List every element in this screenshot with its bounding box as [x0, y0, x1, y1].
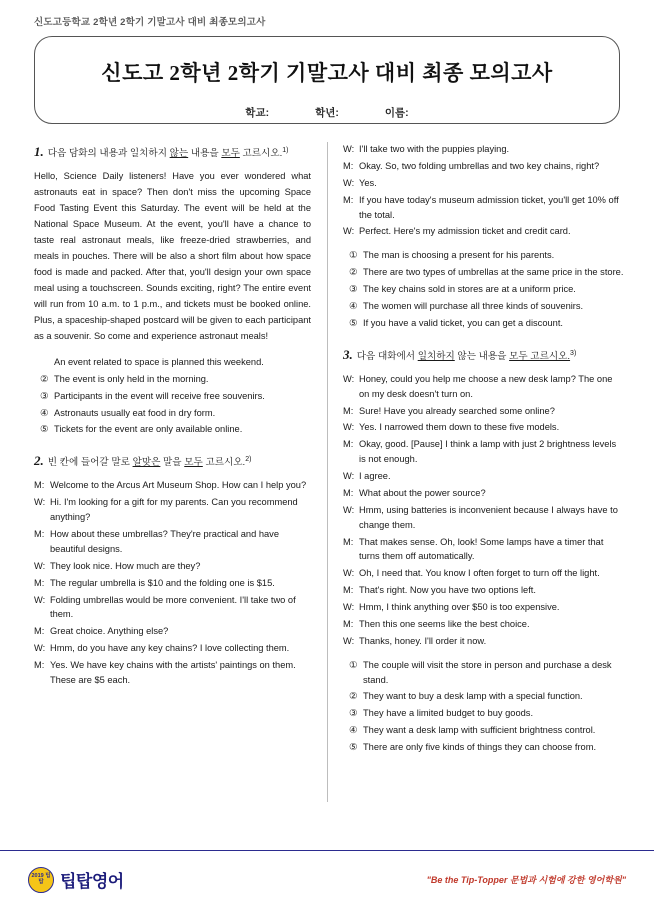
speaker-label: W:	[34, 560, 46, 571]
choice-number: ②	[349, 691, 358, 702]
question-1-passage: Hello, Science Daily listeners! Have you ever wondered what astronauts eat in space? Then don't miss the upcoming Space Food Tasting Event this Saturday. The event will be held at the National Space Museum. At the event, you'll have a chance to taste real astronaut meals, like freeze-dried strawberries, and meals in pouches. There will be also a short film about how space food is made and packed. After that, you'll design your own space meal using a touchscreen. Sounds exciting, right? The entire event will run from 10 a.m. to 1 p.m., and tickets must be booked online. Plus, a spaceship-shaped postcard will be given to each participant as a souvenir. So come and experience astronaut meals!	[34, 171, 311, 341]
q1-prompt-u2: 모두	[221, 148, 240, 159]
dialog-text: That makes sense. Oh, look! Some lamps have a timer that turns them off automatically.	[359, 536, 604, 562]
choice-text: The event is only held in the morning.	[54, 373, 209, 384]
q1-prompt-u1: 않는	[169, 148, 189, 159]
question-2-dialog	[34, 478, 311, 687]
field-school: 학교:	[245, 107, 270, 119]
speaker-label: M:	[343, 536, 354, 547]
speaker-label: M:	[343, 439, 354, 450]
speaker-label: W:	[343, 635, 355, 646]
question-3-choices	[343, 658, 624, 755]
choice-number: ②	[349, 267, 358, 278]
q2-prompt-mid: 말을	[160, 457, 185, 469]
choice-text: An event related to space is planned this weekend.	[54, 356, 264, 367]
choice-text: Astronauts usually eat food in dry form.	[54, 407, 216, 418]
speaker-label: M:	[343, 194, 354, 205]
question-2-prompt	[34, 451, 311, 471]
dialog-text: I agree.	[359, 471, 391, 482]
column-divider	[327, 142, 328, 802]
speaker-label: W:	[343, 471, 355, 482]
q3-prompt-mid: 않는 내용을	[454, 350, 510, 362]
choice-text: The man is choosing a present for his parents.	[363, 250, 555, 261]
dialog-text: They look nice. How much are they?	[50, 560, 201, 571]
dialog-text: Honey, could you help me choose a new desk lamp? The one on my desk doesn't turn on.	[359, 373, 613, 399]
question-3-dialog	[343, 372, 624, 649]
list-item[interactable]	[343, 265, 624, 280]
dialog-text: Sure! Have you already searched some online?	[359, 405, 555, 416]
speaker-label: W:	[343, 602, 355, 613]
dialog-line	[343, 469, 624, 484]
speaker-label: M:	[343, 487, 354, 498]
choice-number: ①	[349, 250, 358, 261]
list-item[interactable]	[343, 723, 624, 738]
dialog-line	[343, 583, 624, 598]
choice-number: ④	[40, 407, 49, 418]
dialog-line	[343, 404, 624, 419]
academy-logo	[28, 867, 124, 893]
choice-text: The couple will visit the store in person and purchase a desk stand.	[363, 659, 612, 685]
dialog-text: The regular umbrella is $10 and the folding one is $15.	[50, 577, 275, 588]
speaker-label: W:	[343, 373, 355, 384]
q1-prompt-mid: 내용을	[188, 148, 222, 159]
q3-prompt-u2: 모두 고르시오.	[509, 350, 571, 362]
choice-number: ⑤	[349, 317, 358, 328]
dialog-line	[34, 658, 311, 688]
left-column	[18, 142, 327, 802]
field-name: 이름:	[384, 107, 409, 119]
dialog-line	[343, 224, 624, 239]
speaker-label: M:	[34, 626, 45, 637]
dialog-text: Perfect. Here's my admission ticket and credit card.	[359, 226, 571, 237]
dialog-line	[343, 176, 624, 191]
field-grade: 학년:	[315, 107, 339, 119]
dialog-line	[34, 576, 311, 591]
question-1-prompt	[34, 142, 311, 162]
dialog-text: Yes. I narrowed them down to these five models.	[359, 422, 560, 433]
q2-prompt-u1: 알맞은	[132, 457, 161, 469]
speaker-label: W:	[34, 497, 46, 508]
dialog-line	[343, 142, 624, 157]
list-item[interactable]	[343, 740, 624, 755]
footer-slogan: "Be the Tip-Topper 문법과 시험에 강한 영어학원"	[426, 875, 626, 885]
list-item[interactable]	[34, 355, 311, 370]
page-title: 신도고 2학년 2학기 기말고사 대비 최종 모의고사	[101, 61, 553, 85]
speaker-label: W:	[343, 422, 355, 433]
q2-prompt-pre: 빈 칸에 들어갈 말로	[47, 457, 133, 469]
speaker-label: M:	[343, 618, 354, 629]
dialog-text: Yes.	[359, 177, 377, 188]
dialog-text: That's right. Now you have two options left.	[359, 585, 536, 596]
choice-text: There are only five kinds of things they can choose from.	[363, 742, 597, 753]
dialog-text: If you have today's museum admission ticket, you'll get 10% off the total.	[359, 194, 619, 220]
speaker-label: M:	[34, 480, 45, 491]
speaker-label: W:	[343, 226, 355, 237]
q1-prompt-post: 고르시오.	[239, 148, 283, 159]
choice-number: ②	[40, 373, 49, 384]
dialog-line	[34, 593, 311, 623]
dialog-line	[343, 420, 624, 435]
dialog-line	[343, 535, 624, 565]
list-item[interactable]	[34, 406, 311, 421]
dialog-line	[343, 193, 624, 223]
speaker-label: M:	[343, 405, 354, 416]
speaker-label: M:	[34, 577, 45, 588]
speaker-label: W:	[343, 568, 355, 579]
choice-number: ①	[349, 659, 358, 670]
question-1-choices	[34, 355, 311, 437]
question-3-number: 3.	[343, 346, 353, 362]
speaker-label: W:	[343, 144, 355, 154]
dialog-line	[34, 495, 311, 525]
q1-footnote: 1)	[282, 146, 289, 154]
list-item[interactable]	[34, 372, 311, 387]
dialog-text: Okay, good. [Pause] I think a lamp with just 2 brightness levels is not enough.	[359, 439, 617, 465]
logo-text: 팁탑영어	[60, 872, 124, 891]
dialog-text: I'll take two with the puppies playing.	[359, 144, 510, 154]
speaker-label: M:	[34, 529, 45, 540]
dialog-text: Okay. So, two folding umbrellas and two key chains, right?	[359, 160, 600, 171]
question-1-number: 1.	[34, 144, 44, 159]
dialog-text: Oh, I need that. You know I often forget to turn off the light.	[359, 568, 600, 579]
dialog-text: Hmm, do you have any key chains? I love collecting them.	[50, 643, 290, 654]
dialog-text: Hmm, I think anything over $50 is too expensive.	[359, 602, 560, 613]
dialog-line	[343, 159, 624, 174]
list-item[interactable]	[343, 316, 624, 331]
question-3-prompt	[343, 345, 624, 365]
choice-number: ④	[349, 300, 358, 311]
dialog-text: Then this one seems like the best choice.	[359, 618, 530, 629]
q2-prompt-u2: 모두	[184, 457, 203, 469]
choice-number: ⑤	[349, 742, 358, 753]
right-column	[327, 142, 636, 802]
page-footer	[0, 850, 654, 908]
dialog-line	[343, 437, 624, 467]
list-item[interactable]	[343, 689, 624, 704]
question-2-number: 2.	[34, 453, 44, 469]
dialog-line	[34, 624, 311, 639]
dialog-line	[343, 503, 624, 533]
title-box	[34, 36, 620, 124]
q3-prompt-u1: 일치하지	[417, 350, 455, 362]
dialog-line	[343, 566, 624, 581]
speaker-label: W:	[343, 177, 355, 188]
choice-text: They want a desk lamp with sufficient brightness control.	[363, 725, 596, 736]
q3-footnote: 3)	[570, 349, 577, 357]
choice-text: Participants in the event will receive free souvenirs.	[54, 390, 265, 401]
choice-number: ③	[40, 390, 49, 401]
choice-text: There are two types of umbrellas at the same price in the store.	[363, 267, 624, 278]
list-item[interactable]	[343, 248, 624, 263]
choice-text: They want to buy a desk lamp with a special function.	[363, 691, 583, 702]
list-item[interactable]	[343, 658, 624, 688]
dialog-text: Welcome to the Arcus Art Museum Shop. How can I help you?	[50, 480, 307, 491]
dialog-text: Hi. I'm looking for a gift for my parents. Can you recommend anything?	[50, 497, 298, 523]
dialog-line	[34, 478, 311, 493]
dialog-line	[343, 617, 624, 632]
speaker-label: M:	[343, 585, 354, 596]
student-fields	[35, 105, 619, 120]
q1-prompt-pre: 다음 담화의 내용과 일치하지	[47, 148, 170, 159]
q3-prompt-pre: 다음 대화에서	[356, 350, 418, 362]
q2-prompt-post: 고르시오.	[202, 457, 246, 469]
list-item[interactable]	[34, 389, 311, 404]
speaker-label: M:	[343, 160, 354, 171]
dialog-line	[343, 372, 624, 402]
choice-text: They have a limited budget to buy goods.	[363, 708, 534, 719]
dialog-text: What about the power source?	[359, 487, 486, 498]
dialog-line	[343, 634, 624, 649]
choice-text: The women will purchase all three kinds of souvenirs.	[363, 300, 584, 311]
choice-text: The key chains sold in stores are at a uniform price.	[363, 284, 576, 294]
dialog-line	[34, 641, 311, 656]
dialog-text: Great choice. Anything else?	[50, 626, 169, 637]
dialog-line	[343, 486, 624, 501]
dialog-text: Hmm, using batteries is inconvenient because I always have to change them.	[359, 504, 618, 530]
speaker-label: W:	[343, 504, 355, 515]
choice-text: Tickets for the event are only available online.	[54, 424, 243, 435]
question-2-dialog-continued	[343, 142, 624, 239]
choice-number: ③	[349, 708, 358, 719]
speaker-label: M:	[34, 660, 45, 671]
dialog-text: Thanks, honey. I'll order it now.	[359, 635, 487, 646]
choice-number: ④	[349, 725, 358, 736]
dialog-line	[34, 527, 311, 557]
q2-footnote: 2)	[245, 456, 252, 464]
seal-icon: 2019 팁탑	[28, 867, 54, 893]
dialog-line	[34, 559, 311, 574]
list-item[interactable]	[343, 299, 624, 314]
choice-number: ③	[349, 284, 358, 294]
header-breadcrumb: 신도고등학교 2학년 2학기 기말고사 대비 최종모의고사	[34, 17, 266, 28]
dialog-text: Yes. We have key chains with the artists' paintings on them. These are $5 each.	[50, 660, 296, 685]
dialog-line	[343, 600, 624, 615]
speaker-label: W:	[34, 643, 46, 654]
speaker-label: W:	[34, 594, 46, 605]
choice-text: If you have a valid ticket, you can get a discount.	[363, 317, 564, 328]
list-item[interactable]	[343, 706, 624, 721]
choice-number: ⑤	[40, 424, 49, 435]
content-columns	[18, 142, 636, 802]
list-item[interactable]	[34, 422, 311, 437]
dialog-text: Folding umbrellas would be more convenient. I'll take two of them.	[50, 594, 296, 620]
question-2-choices	[343, 248, 624, 330]
dialog-text: How about these umbrellas? They're practical and have beautiful designs.	[50, 529, 279, 554]
list-item[interactable]	[343, 282, 624, 297]
